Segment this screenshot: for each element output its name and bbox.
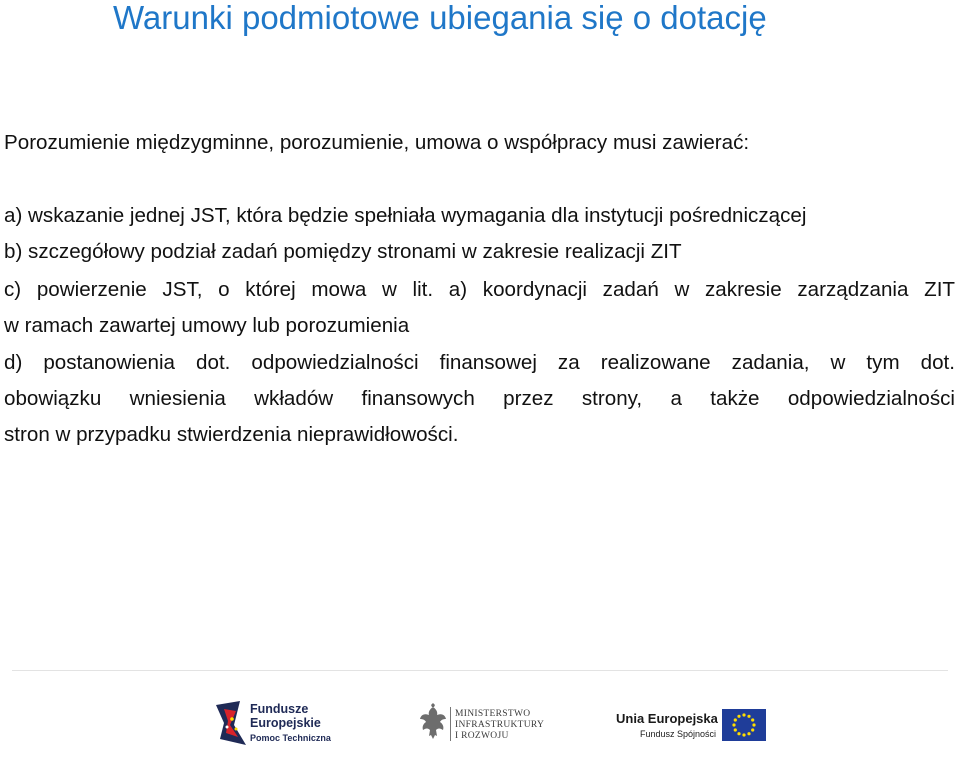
- intro-text: Porozumienie międzygminne, porozumienie, umowa o współpracy musi zawierać:: [4, 131, 750, 154]
- fe-line-1: Fundusze: [250, 702, 309, 716]
- list-item-d: d) postanowienia dot. odpowiedzialności finansowej za realizowane zadania, w tym dot.: [4, 351, 955, 374]
- list-item-c: c) powierzenie JST, o której mowa w lit. a) koordynacji zadań w zakresie zarządzania ZIT: [4, 278, 955, 301]
- polish-eagle-icon: [418, 703, 448, 745]
- mi-line-1: MINISTERSTWO: [455, 709, 531, 719]
- list-item-d-continuation-2: stron w przypadku stwierdzenia nieprawidłowości.: [4, 423, 459, 446]
- list-item-a: a) wskazanie jednej JST, która będzie spełniała wymagania dla instytucji pośredniczącej: [4, 204, 807, 227]
- eu-flag-icon: [722, 709, 766, 741]
- ue-title: Unia Europejska: [616, 711, 718, 726]
- ministerstwo-logo: [418, 695, 568, 751]
- list-item-c-continuation: w ramach zawartej umowy lub porozumienia: [4, 314, 410, 337]
- fundusze-europejskie-logo: [210, 695, 330, 751]
- mi-line-2: INFRASTRUKTURY: [455, 720, 545, 730]
- footer-logos: [0, 695, 960, 755]
- page-title: Warunki podmiotowe ubiegania się o dotację: [113, 0, 767, 36]
- list-item-b: b) szczegółowy podział zadań pomiędzy stronami w zakresie realizacji ZIT: [4, 240, 682, 263]
- mi-line-3: I ROZWOJU: [455, 731, 509, 741]
- unia-europejska-logo: [612, 695, 772, 751]
- fundusze-europejskie-emblem-icon: [212, 699, 248, 749]
- fe-subtitle: Pomoc Techniczna: [250, 733, 331, 743]
- list-item-d-continuation-1: obowiązku wniesienia wkładów finansowych przez strony, a także odpowiedzialności: [4, 387, 955, 410]
- footer-divider: [12, 670, 948, 671]
- ministerstwo-divider: [450, 707, 451, 741]
- fe-line-2: Europejskie: [250, 715, 321, 730]
- ue-subtitle: Fundusz Spójności: [640, 729, 717, 739]
